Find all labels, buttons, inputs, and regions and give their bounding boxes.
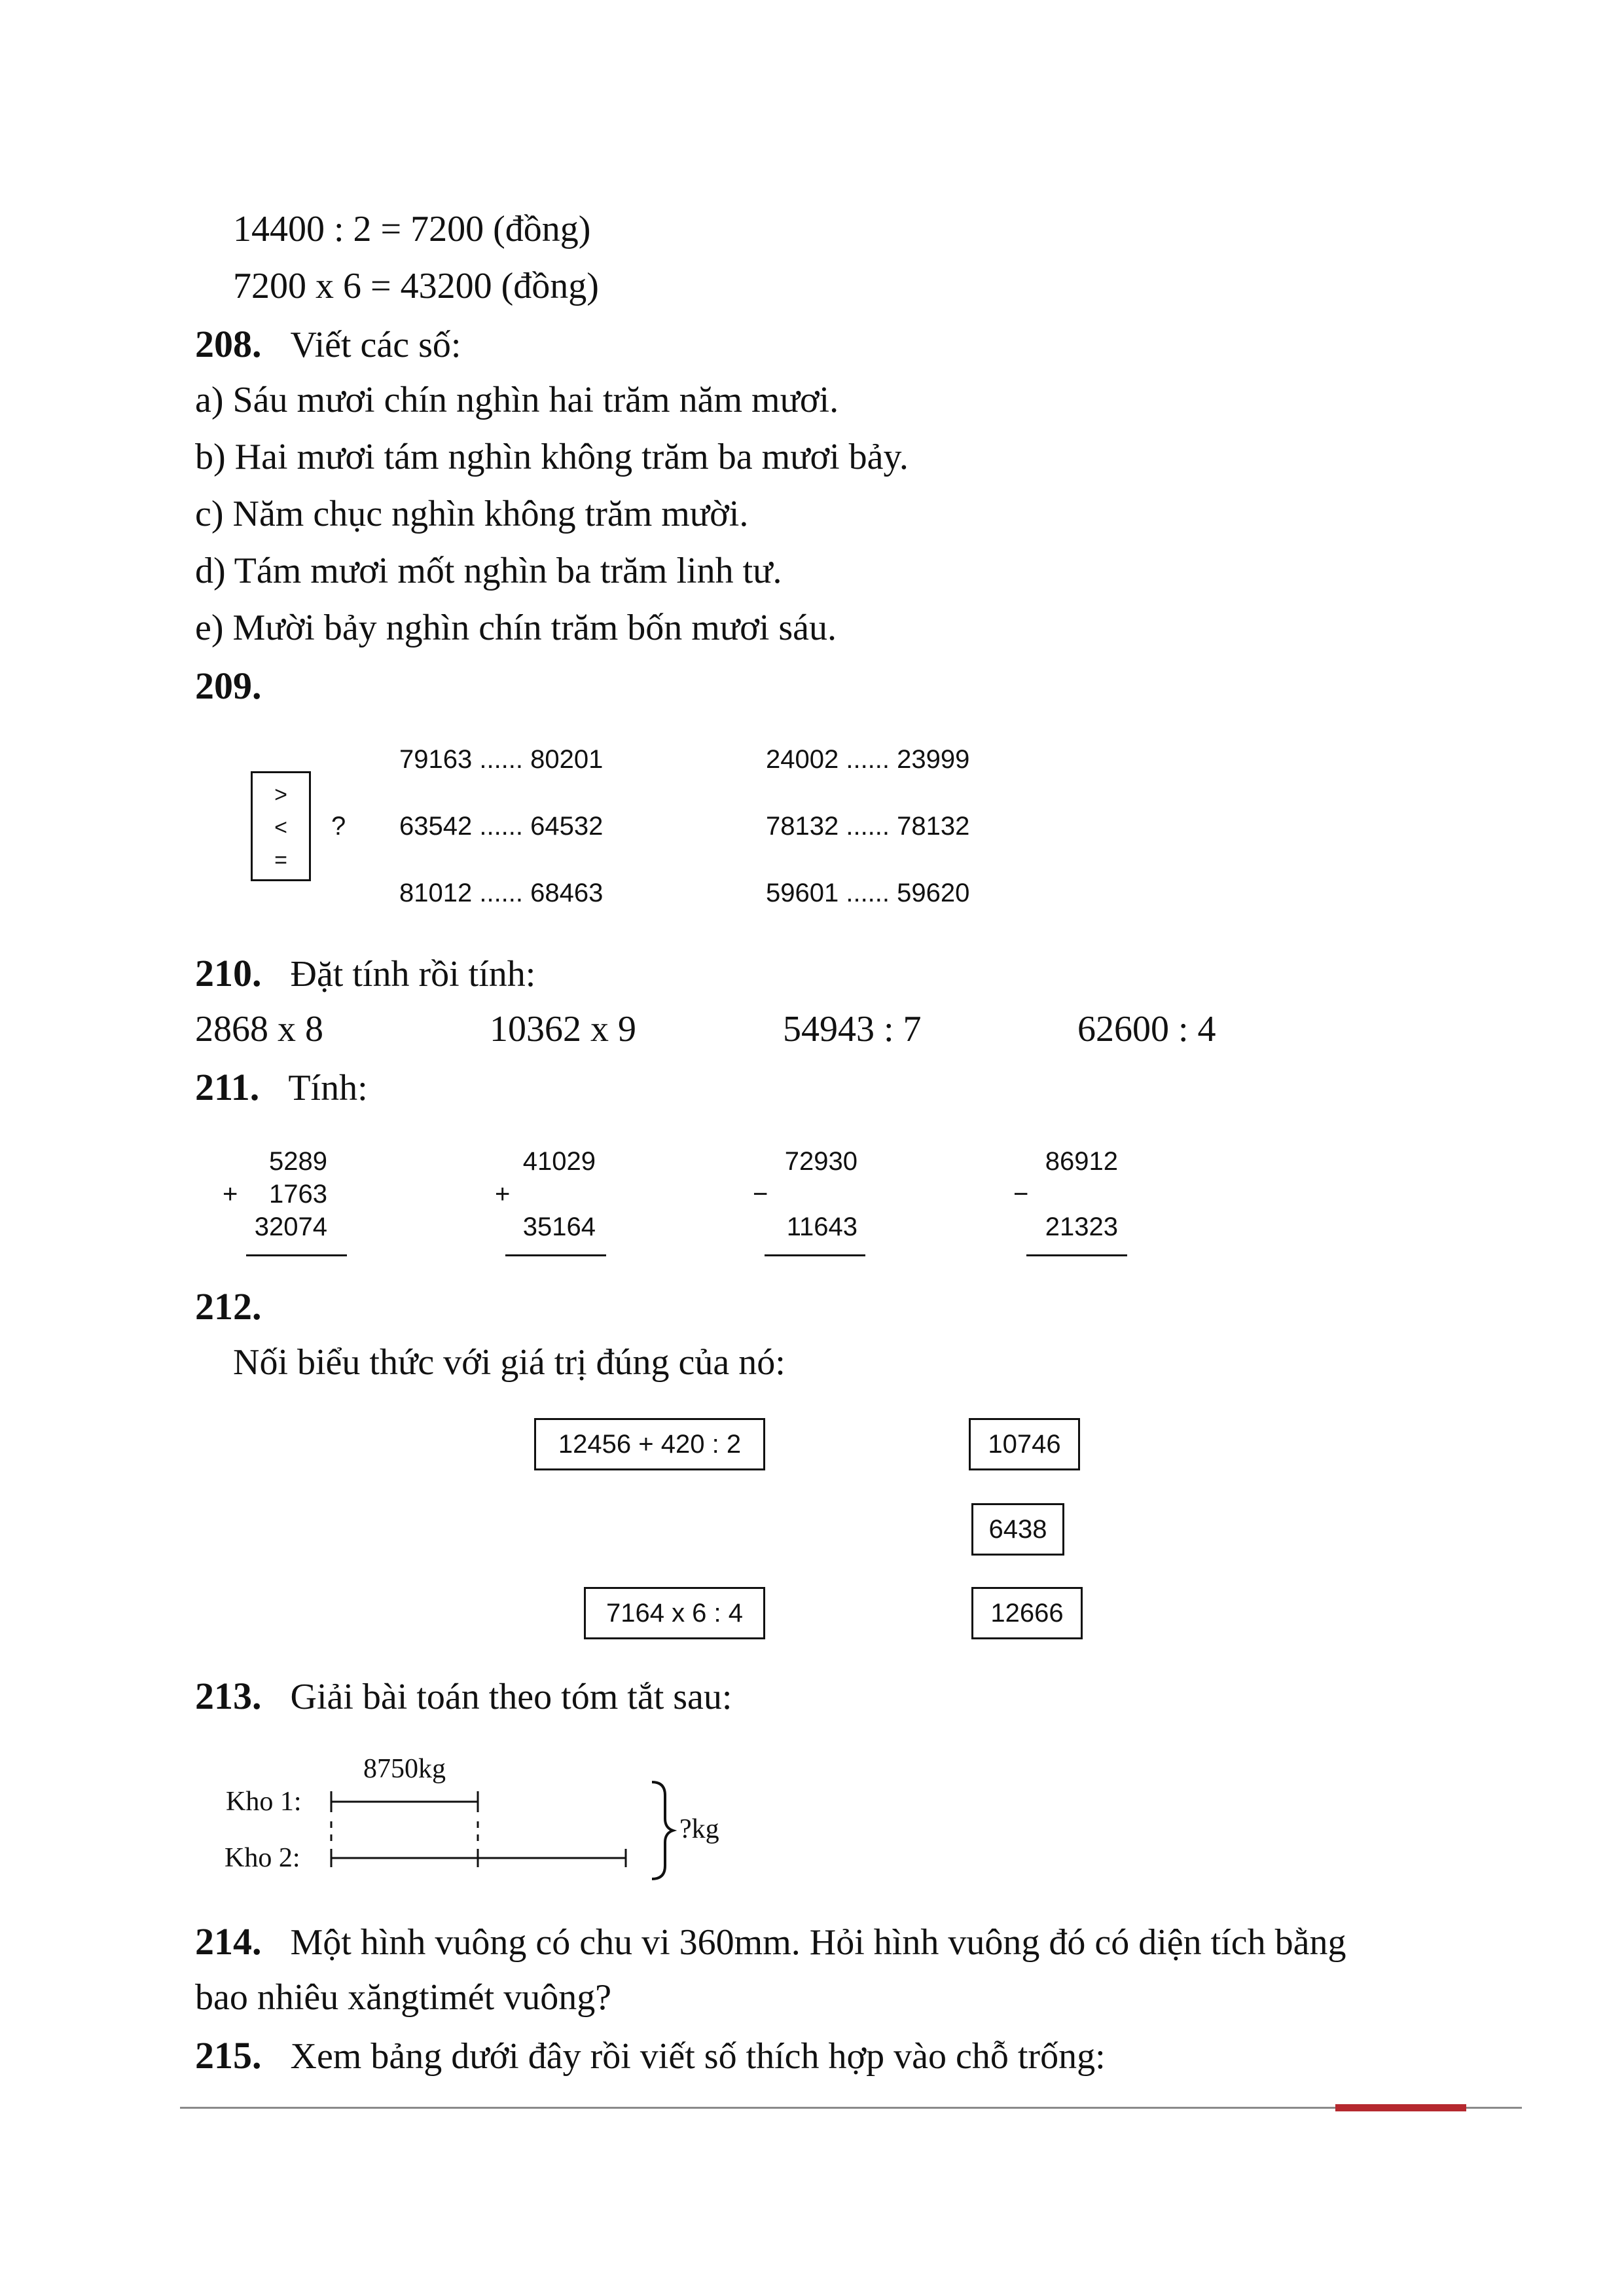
exercise-number: 215. [195, 2034, 262, 2077]
calc-item-2: 10362 x 9 [490, 1009, 636, 1049]
column-operator: + [223, 1180, 238, 1209]
exercise-215-header [195, 2033, 1106, 2077]
exercise-title: Xem bảng dưới đây rồi viết số thích hợp vào chỗ trống: [290, 2036, 1106, 2077]
question-mark: ? [331, 812, 346, 841]
value-box-1[interactable]: 10746 [969, 1418, 1080, 1470]
calc-item-4: 62600 : 4 [1077, 1009, 1216, 1049]
exercise-title: Viết các số: [290, 325, 461, 365]
intro-line-2: 7200 x 6 = 43200 (đồng) [233, 266, 599, 306]
exercise-title: Đặt tính rồi tính: [290, 954, 536, 994]
exercise-208-item-a: a) Sáu mươi chín nghìn hai trăm năm mươi. [195, 380, 839, 420]
column-result-line [1026, 1254, 1127, 1256]
exercise-number: 214. [195, 1920, 262, 1963]
exercise-208-item-d: d) Tám mươi mốt nghìn ba trăm linh tư. [195, 551, 782, 591]
exercise-212-number: 212. [195, 1285, 262, 1328]
greater-than-symbol: > [274, 782, 287, 807]
column-middle: 1763 [269, 1180, 327, 1209]
compare-right-2: 78132 ...... 78132 [766, 812, 970, 841]
compare-left-2: 63542 ...... 64532 [399, 812, 604, 841]
less-than-symbol: < [274, 815, 287, 840]
exercise-208-item-b: b) Hai mươi tám nghìn không trăm ba mươi bảy. [195, 437, 909, 477]
footer-accent-bar [1335, 2104, 1466, 2111]
segment-label: 8750kg [363, 1754, 446, 1784]
exercise-number: 208. [195, 323, 262, 365]
column-result-line [246, 1254, 347, 1256]
compare-left-3: 81012 ...... 68463 [399, 879, 604, 907]
column-top: 72930 [784, 1147, 857, 1176]
exercise-210-header [195, 951, 535, 995]
exercise-208-item-c: c) Năm chục nghìn không trăm mười. [195, 494, 749, 534]
column-bottom: 11643 [786, 1212, 857, 1241]
segment-diagram [314, 1768, 733, 1886]
exercise-213-header [195, 1674, 732, 1718]
exercise-208-header [195, 322, 461, 366]
column-bottom: 35164 [522, 1212, 596, 1241]
compare-right-3: 59601 ...... 59620 [766, 879, 970, 907]
comparison-symbol-box [251, 771, 311, 881]
exercise-208-item-e: e) Mười bảy nghìn chín trăm bốn mươi sáu. [195, 608, 837, 648]
total-question-label: ?kg [679, 1814, 719, 1844]
value-box-3[interactable]: 12666 [971, 1587, 1083, 1639]
column-bottom: 21323 [1045, 1212, 1118, 1241]
warehouse-2-label: Kho 2: [225, 1843, 300, 1873]
exercise-214-line-1 [195, 1920, 1346, 1963]
exercise-211-header [195, 1065, 368, 1109]
warehouse-1-label: Kho 1: [226, 1787, 302, 1817]
exercise-number: 210. [195, 952, 262, 994]
column-top: 41029 [522, 1147, 596, 1176]
footer-rule [180, 2107, 1522, 2109]
exercise-number: 211. [195, 1066, 260, 1108]
column-bottom: 32074 [254, 1212, 327, 1241]
value-box-2[interactable]: 6438 [971, 1503, 1064, 1556]
calc-item-3: 54943 : 7 [783, 1009, 922, 1049]
intro-line-1: 14400 : 2 = 7200 (đồng) [233, 209, 591, 249]
exercise-text: Một hình vuông có chu vi 360mm. Hỏi hình vuông đó có diện tích bằng [290, 1922, 1346, 1963]
exercise-209-number: 209. [195, 665, 262, 707]
column-top: 86912 [1045, 1147, 1118, 1176]
expression-box-2[interactable]: 7164 x 6 : 4 [584, 1587, 765, 1639]
column-top: 5289 [269, 1147, 327, 1176]
compare-left-1: 79163 ...... 80201 [399, 745, 604, 774]
equals-symbol: = [274, 848, 287, 873]
exercise-title: Giải bài toán theo tóm tắt sau: [290, 1677, 732, 1717]
column-operator: − [753, 1180, 768, 1209]
compare-right-1: 24002 ...... 23999 [766, 745, 970, 774]
exercise-214-line-2: bao nhiêu xăngtimét vuông? [195, 1977, 612, 2018]
column-result-line [765, 1254, 865, 1256]
exercise-212-title: Nối biểu thức với giá trị đúng của nó: [233, 1342, 785, 1383]
calc-item-1: 2868 x 8 [195, 1009, 323, 1049]
column-result-line [505, 1254, 606, 1256]
exercise-title: Tính: [288, 1068, 368, 1108]
column-operator: − [1013, 1180, 1029, 1209]
exercise-number: 213. [195, 1675, 262, 1717]
column-operator: + [495, 1180, 511, 1209]
expression-box-1[interactable]: 12456 + 420 : 2 [534, 1418, 765, 1470]
